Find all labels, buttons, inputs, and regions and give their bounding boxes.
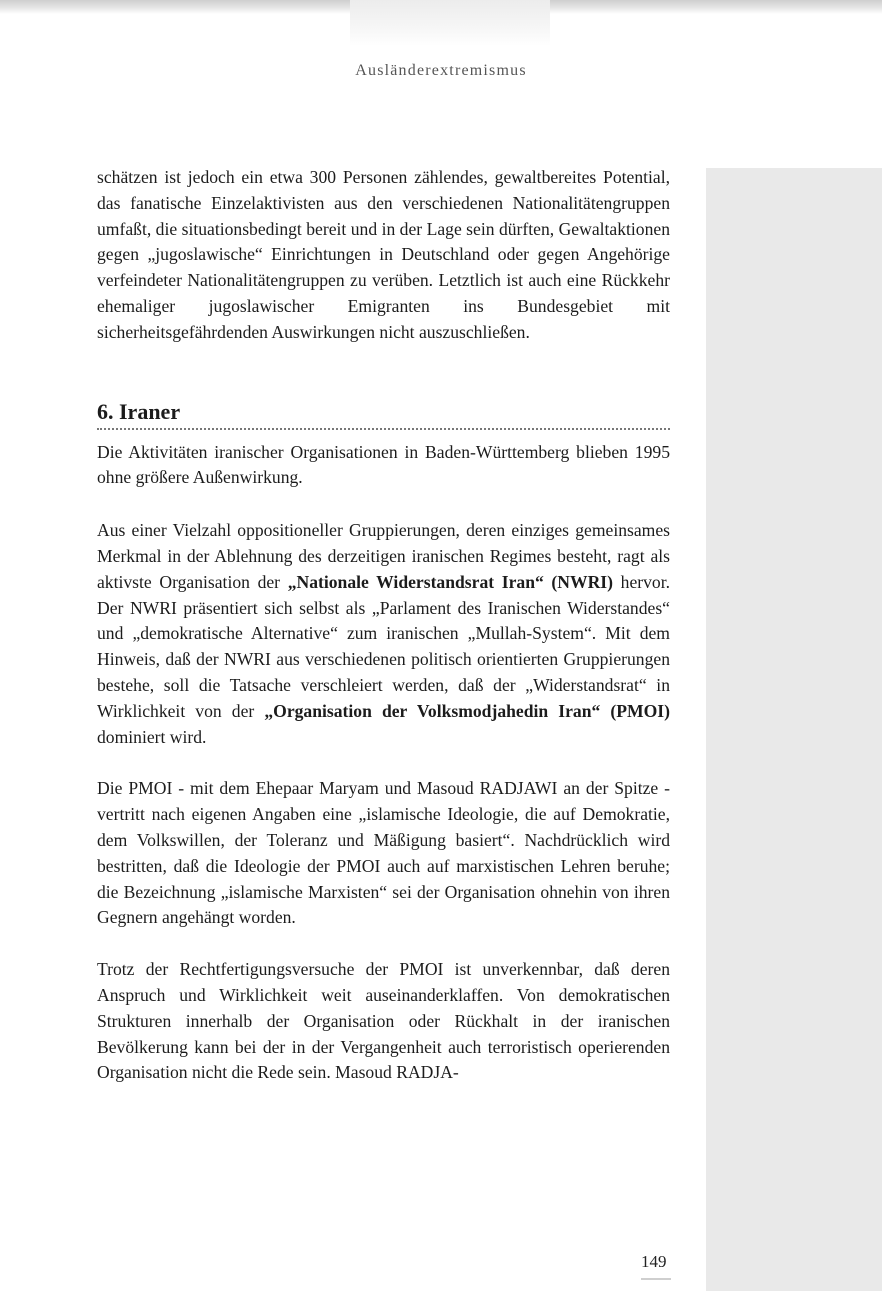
paragraph-2: Die Aktivitäten iranischer Organisationen in Baden-Württemberg blieben 1995 ohne größere Außenwirkung. [97, 441, 670, 488]
paragraph-3-text-1: Aus einer Vielzahl oppositioneller Gruppierungen, deren einziges gemeinsames Merkmal in der Ablehnung des derzeitigen iranischen Regimes besteht, ragt als aktivste Organisation der [97, 520, 670, 592]
organization-name-pmoi: „Organisation der Volksmodjahedin Iran“ (PMOI) [264, 700, 670, 721]
page-number-rule [641, 1278, 671, 1280]
paragraph-5: Trotz der Rechtfertigungsversuche der PMOI ist unverkennbar, daß deren Anspruch und Wirklichkeit weit auseinanderklaffen. Von demokratischen Strukturen innerhalb der Organisation oder Rückhalt in der iranischen Bevölkerung kann bei der in der Vergangenheit auch terroristisch operierenden Organisation nicht die Rede sein. Masoud RADJA- [97, 959, 670, 1083]
section-heading: 6. Iraner [97, 398, 670, 430]
page-number: 149 [641, 1252, 667, 1271]
page-body [97, 165, 670, 1086]
paragraph-3-text-2: hervor. Der NWRI präsentiert sich selbst als „Parlament des Iranischen Widerstandes“ und „demokratische Alternative“ zum iranischen „Mullah-System“. Mit dem Hinweis, daß der NWRI aus verschiedenen politisch orientierten Gruppierungen bestehe, soll die Tatsache verschleiert werden, daß der „Widerstandsrat“ in Wirklichkeit von der [97, 571, 670, 721]
running-header: Ausländerextremismus [355, 62, 527, 79]
margin-shade-bar [706, 168, 882, 1291]
paragraph-3-text-3: dominiert wird. [97, 726, 207, 747]
paragraph-3 [97, 518, 670, 750]
scan-top-shadow [0, 0, 882, 14]
paragraph-4: Die PMOI - mit dem Ehepaar Maryam und Masoud RADJAWI an der Spitze - vertritt nach eigenen Angaben eine „islamische Ideologie, die auf Demokratie, dem Volkswillen, der Toleranz und Mäßigung basiert“. Nachdrücklich wird bestritten, daß die Ideologie der PMOI auch auf marxistischen Lehren beruhe; die Bezeichnung „islamische Marxisten“ sei der Organisation ohnehin von ihren Gegnern angehängt worden. [97, 778, 670, 928]
organization-name-nwri: „Nationale Widerstandsrat Iran“ (NWRI) [287, 571, 613, 592]
paragraph-1: schätzen ist jedoch ein etwa 300 Personen zählendes, gewaltbereites Potential, das fanatische Einzelaktivisten aus den verschiedenen Nationalitätengruppen umfaßt, die situationsbedingt bereit und in der Lage sein dürften, Gewaltaktionen gegen „jugoslawische“ Einrichtungen in Deutschland oder gegen Angehörige verfeindeter Nationalitätengruppen zu verüben. Letztlich ist auch eine Rückkehr ehemaliger jugoslawischer Emigranten ins Bundesgebiet mit sicherheitsgefährdenden Auswirkungen nicht auszuschließen. [97, 167, 670, 342]
